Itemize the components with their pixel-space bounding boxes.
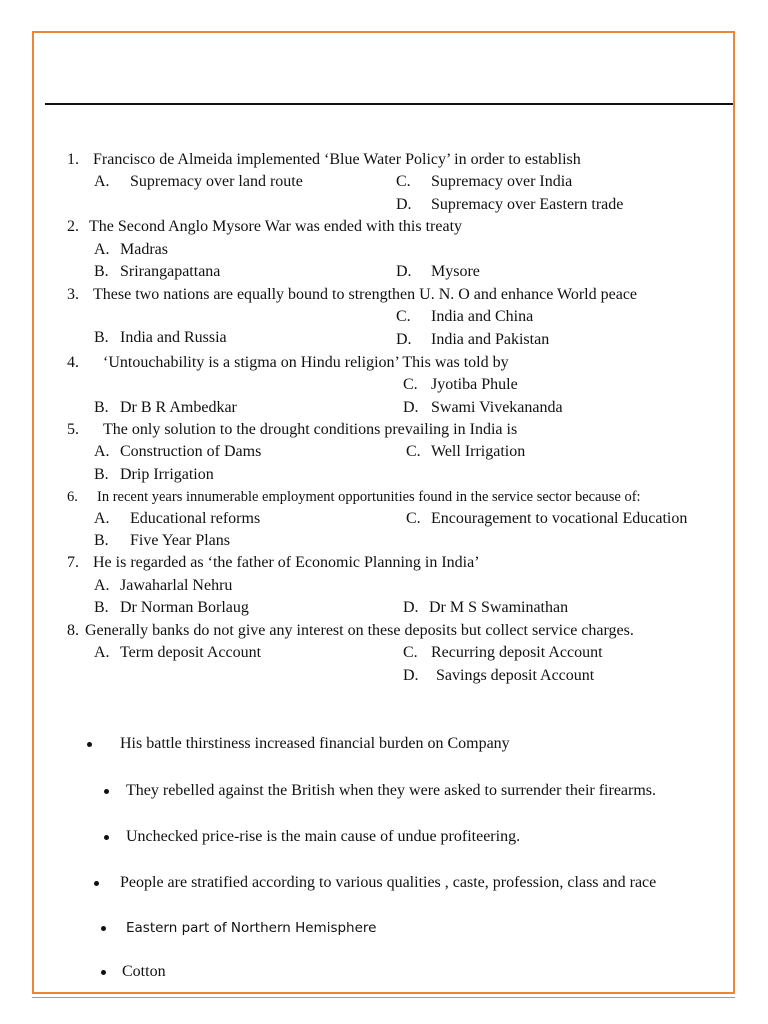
answer-item-4: People are stratified according to various qualities , caste, profession, class and race	[120, 874, 657, 891]
question-2-option-a-text: Madras	[120, 241, 168, 258]
question-3-option-c-text: India and China	[431, 308, 534, 325]
answer-item-5: Eastern part of Northern Hemisphere	[126, 920, 377, 936]
question-6-option-a-letter: A.	[94, 510, 110, 527]
question-3-option-d-text: India and Pakistan	[431, 331, 550, 348]
question-6-number: 6.	[67, 489, 78, 505]
question-8-option-c-text: Recurring deposit Account	[431, 644, 603, 661]
question-2-option-d-text: Mysore	[431, 263, 480, 280]
question-5-option-c-text: Well Irrigation	[431, 443, 526, 460]
question-6-option-b-text: Five Year Plans	[130, 532, 231, 549]
question-1-option-c-text: Supremacy over India	[431, 173, 573, 190]
question-2-option-b-text: Srirangapattana	[120, 263, 221, 280]
question-8-text: Generally banks do not give any interest on these deposits but collect service charges.	[85, 622, 634, 639]
bullet-icon	[104, 789, 109, 794]
question-3-option-c-letter: C.	[396, 308, 411, 325]
question-3-number: 3.	[67, 286, 79, 303]
bullet-icon	[101, 926, 106, 931]
question-1-option-a-text: Supremacy over land route	[130, 173, 303, 190]
question-2-option-b-letter: B.	[94, 263, 109, 280]
question-3-option-d-letter: D.	[396, 331, 412, 348]
question-7-option-b-text: Dr Norman Borlaug	[120, 599, 249, 616]
question-6-option-c-letter: C.	[406, 510, 421, 527]
question-4-option-c-letter: C.	[403, 376, 418, 393]
question-7-option-a-letter: A.	[94, 577, 110, 594]
question-8-option-a-letter: A.	[94, 644, 110, 661]
page-border-bottom-rule	[32, 997, 735, 998]
question-5-option-c-letter: C.	[406, 443, 421, 460]
question-2-option-d-letter: D.	[396, 263, 412, 280]
question-1-text: Francisco de Almeida implemented ‘Blue Water Policy’ in order to establish	[93, 151, 581, 168]
header-rule	[45, 103, 733, 105]
question-5-text: The only solution to the drought conditions prevailing in India is	[103, 421, 518, 438]
question-8-option-d-letter: D.	[403, 667, 419, 684]
question-2-number: 2.	[67, 218, 79, 235]
question-4-text: ‘Untouchability is a stigma on Hindu religion’ This was told by	[103, 354, 509, 371]
question-4-option-d-letter: D.	[403, 399, 419, 416]
question-2-text: The Second Anglo Mysore War was ended with this treaty	[89, 218, 463, 235]
question-4-number: 4.	[67, 354, 79, 371]
answer-item-1: His battle thirstiness increased financial burden on Company	[120, 735, 510, 752]
question-4-option-b-text: Dr B R Ambedkar	[120, 399, 237, 416]
question-2-option-a-letter: A.	[94, 241, 110, 258]
answer-item-2: They rebelled against the British when they were asked to surrender their firearms.	[126, 782, 657, 799]
question-5-option-b-text: Drip Irrigation	[120, 466, 214, 483]
question-5-number: 5.	[67, 421, 79, 438]
question-6-text: In recent years innumerable employment opportunities found in the service sector because of:	[97, 489, 641, 505]
question-1-option-c-letter: C.	[396, 173, 411, 190]
bullet-icon	[104, 835, 109, 840]
question-6-option-b-letter: B.	[94, 532, 109, 549]
question-7-option-a-text: Jawaharlal Nehru	[120, 577, 233, 594]
question-3-option-b-text: India and Russia	[120, 329, 227, 346]
question-1-option-d-letter: D.	[396, 196, 412, 213]
question-7-option-b-letter: B.	[94, 599, 109, 616]
question-4-option-b-letter: B.	[94, 399, 109, 416]
question-5-option-b-letter: B.	[94, 466, 109, 483]
bullet-icon	[87, 742, 92, 747]
question-5-option-a-letter: A.	[94, 443, 110, 460]
question-1-option-d-text: Supremacy over Eastern trade	[431, 196, 624, 213]
bullet-icon	[101, 970, 106, 975]
question-6-option-a-text: Educational reforms	[130, 510, 261, 527]
question-4-option-c-text: Jyotiba Phule	[431, 376, 518, 393]
question-3-option-b-letter: B.	[94, 329, 109, 346]
question-7-text: He is regarded as ‘the father of Economic Planning in India’	[93, 554, 480, 571]
question-7-option-d-letter: D.	[403, 599, 419, 616]
answer-item-6: Cotton	[122, 963, 166, 980]
answer-item-3: Unchecked price-rise is the main cause of undue profiteering.	[126, 828, 521, 845]
question-4-option-d-text: Swami Vivekananda	[431, 399, 563, 416]
question-3-text: These two nations are equally bound to strengthen U. N. O and enhance World peace	[93, 286, 638, 303]
question-7-number: 7.	[67, 554, 79, 571]
question-8-option-c-letter: C.	[403, 644, 418, 661]
question-8-number: 8.	[67, 622, 79, 639]
question-8-option-a-text: Term deposit Account	[120, 644, 262, 661]
question-5-option-a-text: Construction of Dams	[120, 443, 262, 460]
question-6-option-c-text: Encouragement to vocational Education	[431, 510, 688, 527]
bullet-icon	[94, 881, 99, 886]
question-1-option-a-letter: A.	[94, 173, 110, 190]
question-8-option-d-text: Savings deposit Account	[436, 667, 595, 684]
question-1-number: 1.	[67, 151, 79, 168]
question-7-option-d-text: Dr M S Swaminathan	[429, 599, 569, 616]
